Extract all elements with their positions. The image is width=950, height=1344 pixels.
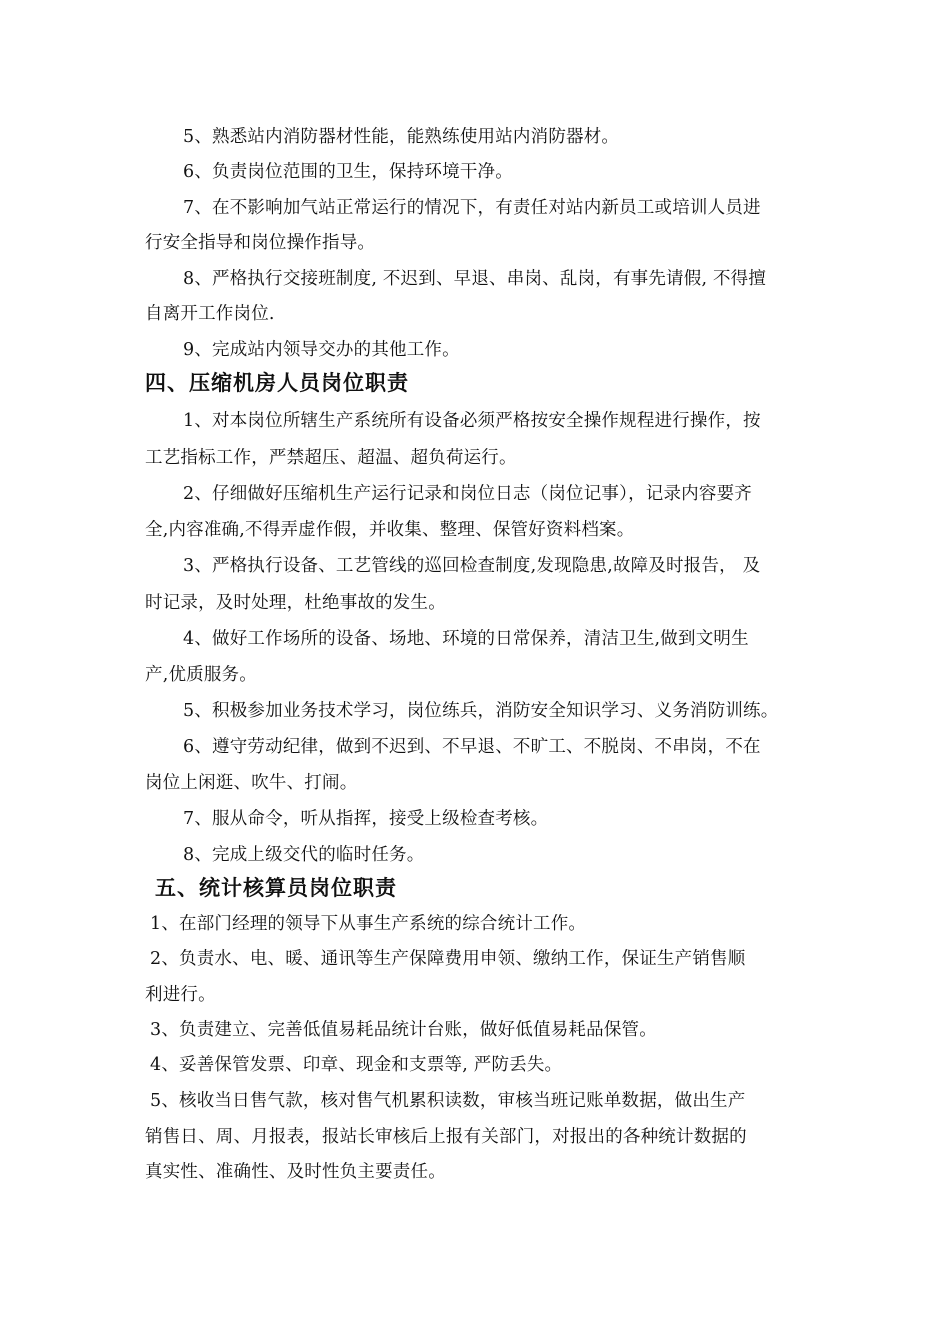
- section5-item1: 1、在部门经理的领导下从事生产系统的综合统计工作。: [150, 914, 587, 934]
- section5-item3: 3、负责建立、完善低值易耗品统计台账，做好低值易耗品保管。: [150, 1020, 657, 1040]
- section5-item5-line1: 5、核收当日售气款，核对售气机累积读数，审核当班记账单数据，做出生产: [150, 1091, 746, 1111]
- section5-item5-line3: 真实性、准确性、及时性负主要责任。: [145, 1162, 446, 1182]
- section3-item8-line2: 自离开工作岗位.: [145, 304, 275, 324]
- section4-item3-line1: 3、严格执行设备、工艺管线的巡回检查制度,发现隐患,故障及时报告， 及: [183, 556, 761, 576]
- section5-item2-line1: 2、负责水、电、暖、通讯等生产保障费用申领、缴纳工作，保证生产销售顺: [150, 949, 746, 969]
- section3-item9: 9、完成站内领导交办的其他工作。: [183, 340, 460, 360]
- section4-item6-line1: 6、遵守劳动纪律，做到不迟到、不早退、不旷工、不脱岗、不串岗，不在: [183, 737, 761, 757]
- section3-item7-line2: 行安全指导和岗位操作指导。: [145, 233, 376, 253]
- section4-item5: 5、积极参加业务技术学习，岗位练兵，消防安全知识学习、义务消防训练。: [183, 701, 779, 721]
- section3-item6: 6、负责岗位范围的卫生，保持环境干净。: [183, 162, 513, 182]
- section5-item5-line2: 销售日、周、月报表，报站长审核后上报有关部门，对报出的各种统计数据的: [145, 1127, 747, 1147]
- section5-title: 五、统计核算员岗位职责: [155, 876, 397, 900]
- section4-item1-line2: 工艺指标工作，严禁超压、超温、超负荷运行。: [145, 448, 517, 468]
- section5-item4: 4、妥善保管发票、印章、现金和支票等, 严防丢失。: [150, 1055, 563, 1075]
- section3-item8-line1: 8、严格执行交接班制度, 不迟到、早退、串岗、乱岗，有事先请假, 不得擅: [183, 269, 767, 289]
- section4-title: 四、压缩机房人员岗位职责: [145, 371, 409, 395]
- section4-item2-line2: 全,内容准确,不得弄虚作假，并收集、整理、保管好资料档案。: [145, 520, 635, 540]
- section4-item8: 8、完成上级交代的临时任务。: [183, 845, 425, 865]
- section4-item6-line2: 岗位上闲逛、吹牛、打闹。: [145, 773, 358, 793]
- section4-item4-line2: 产,优质服务。: [145, 665, 257, 685]
- section3-item5: 5、熟悉站内消防器材性能，能熟练使用站内消防器材。: [183, 127, 620, 147]
- section4-item2-line1: 2、仔细做好压缩机生产运行记录和岗位日志（岗位记事），记录内容要齐: [183, 484, 752, 504]
- section5-item2-line2: 利进行。: [145, 985, 216, 1005]
- section3-item7-line1: 7、在不影响加气站正常运行的情况下，有责任对站内新员工或培训人员进: [183, 198, 761, 218]
- section4-item1-line1: 1、对本岗位所辖生产系统所有设备必须严格按安全操作规程进行操作，按: [183, 411, 761, 431]
- section4-item7: 7、服从命令，听从指挥，接受上级检查考核。: [183, 809, 549, 829]
- section4-item3-line2: 时记录，及时处理，杜绝事故的发生。: [145, 593, 446, 613]
- section4-item4-line1: 4、做好工作场所的设备、场地、环境的日常保养，清洁卫生,做到文明生: [183, 629, 749, 649]
